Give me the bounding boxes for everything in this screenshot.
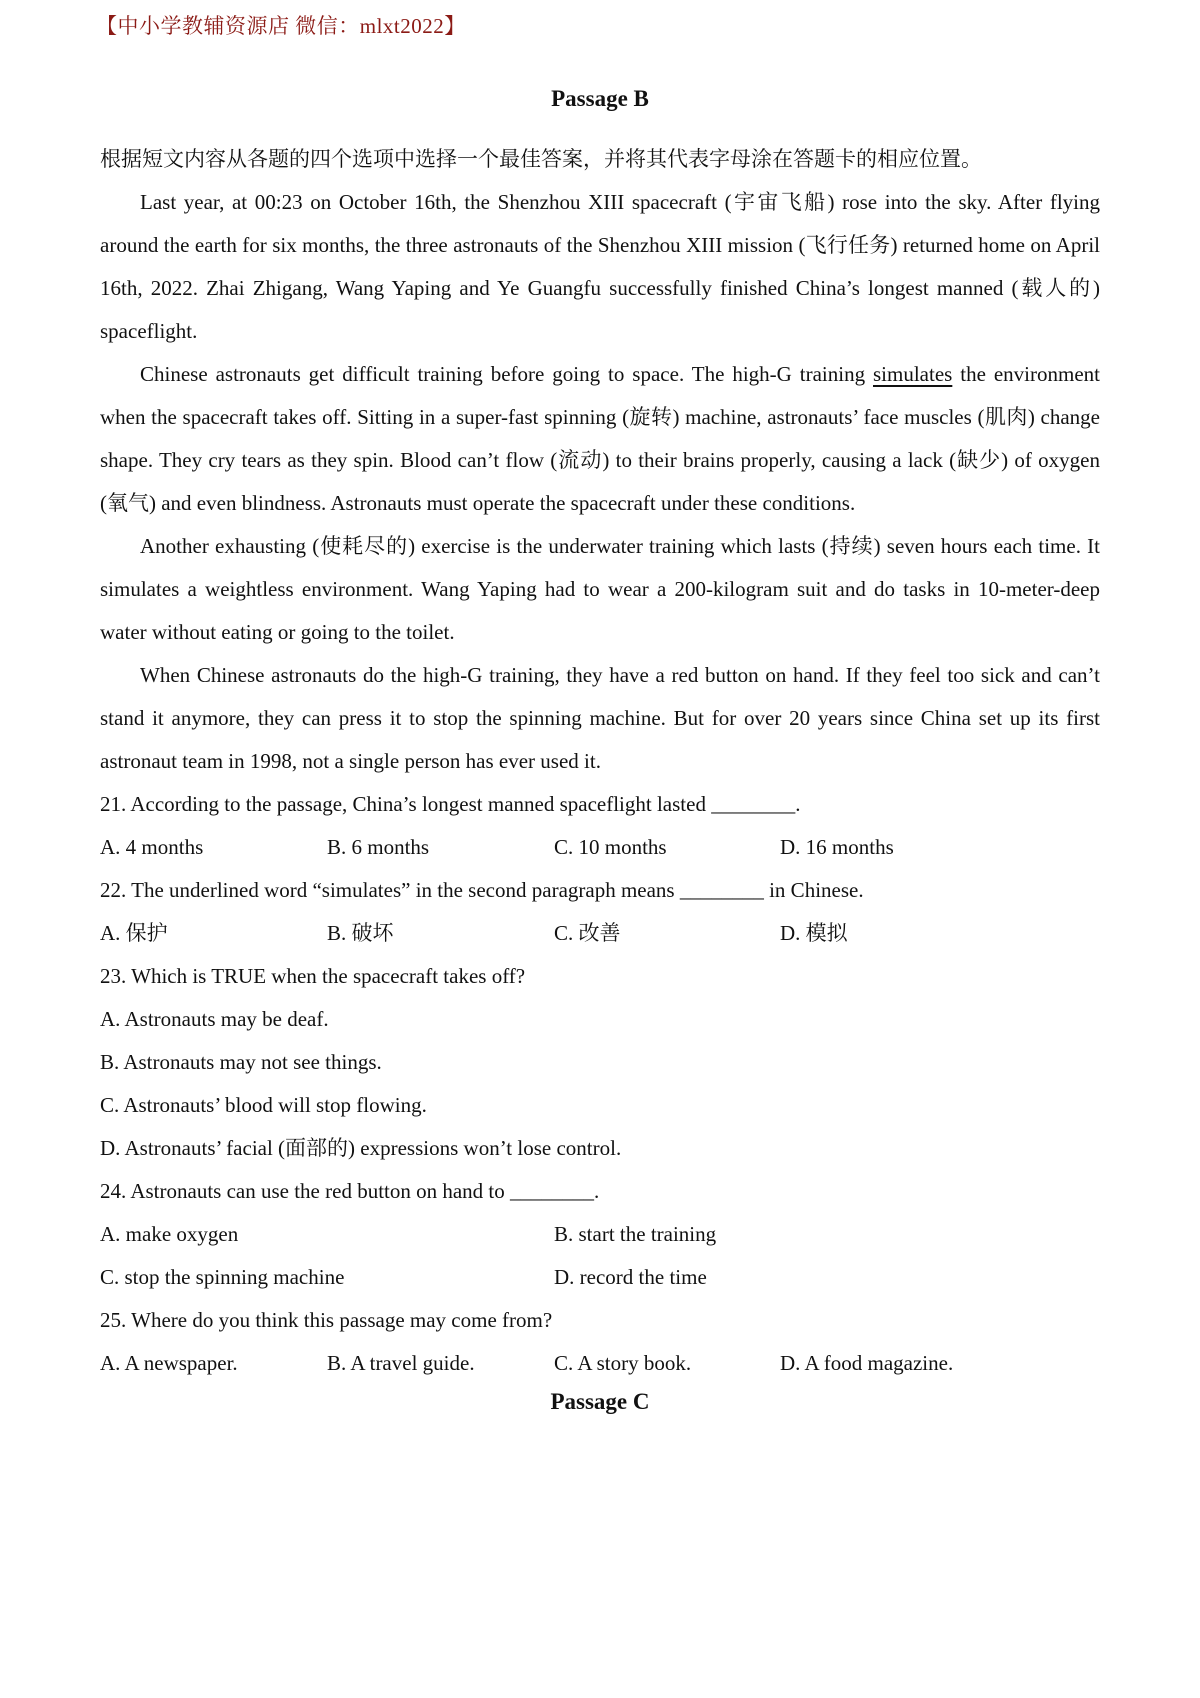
passage-c-title: Passage C bbox=[550, 1389, 650, 1414]
question-23-option-a: A. Astronauts may be deaf. bbox=[100, 1007, 329, 1031]
paragraph-1 bbox=[100, 181, 1100, 353]
question-24-option-d: D. record the time bbox=[554, 1265, 707, 1289]
watermark-text: 【中小学教辅资源店 微信：mlxt2022】 bbox=[96, 14, 466, 38]
question-21-stem: 21. According to the passage, China’s longest manned spaceflight lasted ________. bbox=[100, 792, 801, 816]
paragraph-text: the environment when the spacecraft takes off. Sitting in a super-fast spinning (旋转) machine, astronauts’ face muscles (肌肉) change shape. They cry tears as they spin. Blood can’t flow (流动) to their brains properly, causing a lack (缺少) of oxygen (氧气) and even blindness. Astronauts must operate the spacecraft under these conditions. bbox=[100, 362, 1100, 515]
question-24-option-b: B. start the training bbox=[554, 1222, 717, 1246]
question-21-option-a: A. 4 months bbox=[100, 835, 204, 859]
question-22-option-c: C. 改善 bbox=[554, 921, 621, 945]
question-22-option-a: A. 保护 bbox=[100, 921, 168, 945]
question-22-option-b: B. 破坏 bbox=[327, 921, 394, 945]
question-25-options bbox=[100, 1342, 1100, 1385]
question-22-stem: 22. The underlined word “simulates” in the second paragraph means ________ in Chinese. bbox=[100, 878, 864, 902]
passage-b-title: Passage B bbox=[551, 86, 649, 111]
question-25-option-d: D. A food magazine. bbox=[780, 1351, 954, 1375]
page-content bbox=[0, 84, 1200, 1417]
question-21-option-b: B. 6 months bbox=[327, 835, 430, 859]
question-23-options bbox=[100, 998, 1100, 1170]
question-23-option-c: C. Astronauts’ blood will stop flowing. bbox=[100, 1093, 427, 1117]
question-23-option-b: B. Astronauts may not see things. bbox=[100, 1050, 382, 1074]
question-25-option-c: C. A story book. bbox=[554, 1351, 692, 1375]
questions-section bbox=[100, 783, 1100, 1385]
paragraph-3 bbox=[100, 525, 1100, 654]
passage-body bbox=[100, 181, 1100, 783]
question-25-stem: 25. Where do you think this passage may come from? bbox=[100, 1308, 553, 1332]
instruction-text: 根据短文内容从各题的四个选项中选择一个最佳答案，并将其代表字母涂在答题卡的相应位置。 bbox=[100, 147, 982, 171]
question-23-option-d: D. Astronauts’ facial (面部的) expressions won’t lose control. bbox=[100, 1136, 622, 1160]
question-21-option-d: D. 16 months bbox=[780, 835, 894, 859]
question-22-options bbox=[100, 912, 1100, 955]
question-24-options bbox=[100, 1213, 1100, 1299]
question-23-stem: 23. Which is TRUE when the spacecraft takes off? bbox=[100, 964, 526, 988]
underlined-word: simulates bbox=[873, 362, 953, 386]
paragraph-text: Last year, at 00:23 on October 16th, the Shenzhou XIII spacecraft (宇宙飞船) rose into the sky. After flying around the earth for six months, the three astronauts of the Shenzhou XIII mission (飞行任务) returned home on April 16th, 2022. Zhai Zhigang, Wang Yaping and Ye Guangfu successfully finished China’s longest manned (载人的) spaceflight. bbox=[100, 190, 1100, 343]
paragraph-4 bbox=[100, 654, 1100, 783]
question-21-option-c: C. 10 months bbox=[554, 835, 667, 859]
question-25-option-b: B. A travel guide. bbox=[327, 1351, 475, 1375]
question-25-option-a: A. A newspaper. bbox=[100, 1351, 238, 1375]
paragraph-2 bbox=[100, 353, 1100, 525]
paragraph-text: Another exhausting (使耗尽的) exercise is the underwater training which lasts (持续) seven hours each time. It simulates a weightless environment. Wang Yaping had to wear a 200-kilogram suit and do tasks in 10-meter-deep water without eating or going to the toilet. bbox=[100, 534, 1100, 644]
paragraph-text: When Chinese astronauts do the high-G training, they have a red button on hand. If they feel too sick and can’t stand it anymore, they can press it to stop the spinning machine. But for over 20 years since China set up its first astronaut team in 1998, not a single person has ever used it. bbox=[100, 663, 1100, 773]
question-24-stem: 24. Astronauts can use the red button on hand to ________. bbox=[100, 1179, 600, 1203]
question-24-option-a: A. make oxygen bbox=[100, 1222, 239, 1246]
question-22-option-d: D. 模拟 bbox=[780, 921, 848, 945]
question-21-options bbox=[100, 826, 1100, 869]
paragraph-text: Chinese astronauts get difficult training before going to space. The high-G training bbox=[140, 362, 873, 386]
question-24-option-c: C. stop the spinning machine bbox=[100, 1265, 345, 1289]
